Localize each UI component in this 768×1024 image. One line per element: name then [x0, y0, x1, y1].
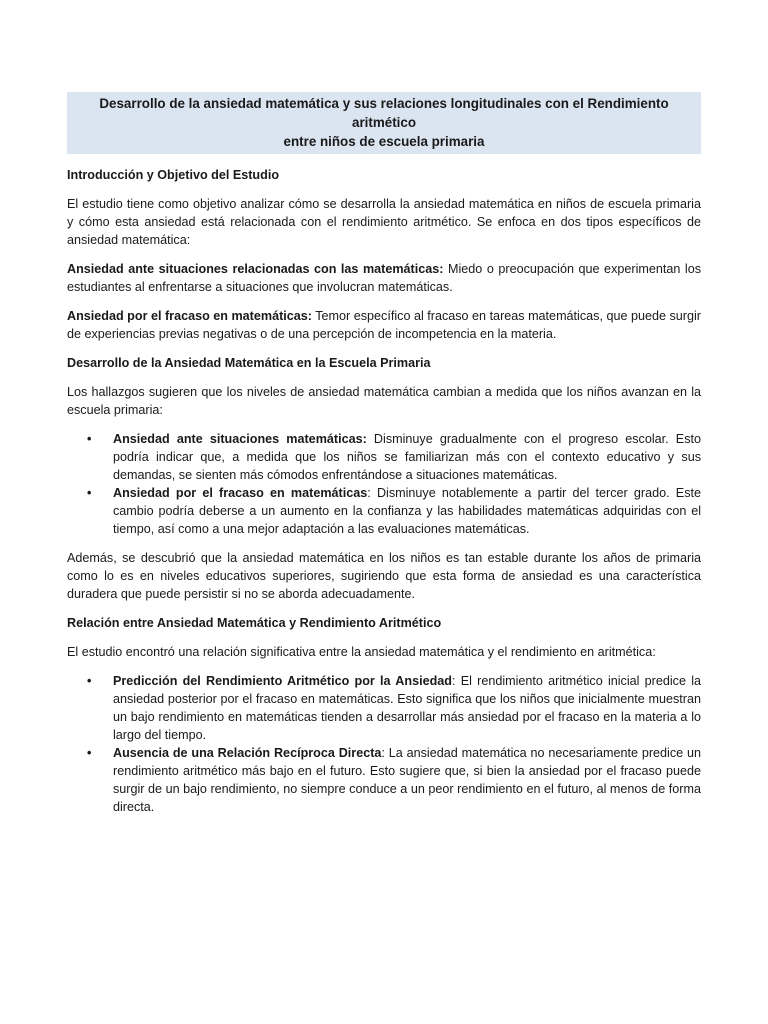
anxiety-type-1 [67, 260, 701, 296]
list-item [67, 672, 701, 744]
list-item-label: Ausencia de una Relación Recíproca Directa [113, 746, 382, 760]
bullet-icon: • [87, 486, 92, 500]
anxiety-type-2-text: Temor específico al fracaso en tareas matemáticas, que puede surgir de experiencias previas negativas o de una percepción de incompetencia en la materia. [67, 309, 701, 341]
list-item [67, 744, 701, 816]
list-item-text: : El rendimiento aritmético inicial predice la ansiedad posterior por el fracaso en matemáticas. Esto significa que los niños que inicialmente muestran un bajo rendimiento en matemáticas tienden a desarrollar más ansiedad por el fracaso en la materia a lo largo del tiempo. [113, 674, 701, 742]
bullet-icon: • [87, 746, 92, 760]
section-heading-development: Desarrollo de la Ansiedad Matemática en la Escuela Primaria [67, 356, 431, 370]
list-item [67, 484, 701, 538]
list-item-text: : Disminuye notablemente a partir del tercer grado. Este cambio podría deberse a un aumento en la confianza y las habilidades matemáticas adquiridas con el tiempo, así como a una mejor adaptación a las evaluaciones matemáticas. [113, 486, 701, 536]
development-closing: Además, se descubrió que la ansiedad matemática en los niños es tan estable durante los años de primaria como lo es en niveles educativos superiores, sugiriendo que esta forma de ansiedad es una característica duradera que puede persistir si no se aborda adecuadamente. [67, 551, 701, 601]
document-title [67, 92, 701, 154]
list-item-text: : La ansiedad matemática no necesariamente predice un rendimiento aritmético más bajo en el futuro. Esto sugiere que, si bien la ansiedad por el fracaso puede surgir de un bajo rendimiento, no siempre conduce a un peor rendimiento en el futuro, al menos de forma directa. [113, 746, 702, 814]
bullet-icon: • [87, 674, 92, 688]
list-item-label: Ansiedad por el fracaso en matemáticas [113, 486, 368, 500]
section-heading-intro: Introducción y Objetivo del Estudio [67, 168, 280, 182]
relation-paragraph: El estudio encontró una relación significativa entre la ansiedad matemática y el rendimiento en aritmética: [67, 645, 656, 659]
anxiety-type-1-text: Miedo o preocupación que experimentan los estudiantes al enfrentarse a situaciones que involucran matemáticas. [67, 262, 701, 294]
document-page [67, 92, 701, 827]
list-item-text: Disminuye gradualmente con el progreso escolar. Esto podría indicar que, a medida que los niños se familiarizan más con el contexto educativo y sus demandas, se sienten más cómodos enfrentándose a situaciones matemáticas. [113, 432, 701, 482]
development-paragraph: Los hallazgos sugieren que los niveles de ansiedad matemática cambian a medida que los niños avanzan en la escuela primaria: [67, 385, 701, 417]
title-line-2: entre niños de escuela primaria [283, 134, 485, 149]
relation-list [67, 672, 701, 816]
title-line-1: Desarrollo de la ansiedad matemática y sus relaciones longitudinales con el Rendimiento aritmético [99, 96, 669, 130]
bullet-icon: • [87, 432, 92, 446]
list-item-label: Ansiedad ante situaciones matemáticas: [113, 432, 367, 446]
intro-paragraph: El estudio tiene como objetivo analizar cómo se desarrolla la ansiedad matemática en niños de escuela primaria y cómo esta ansiedad está relacionada con el rendimiento aritmético. Se enfoca en dos tipos específicos de ansiedad matemática: [67, 197, 701, 247]
development-list [67, 430, 701, 538]
anxiety-type-2-label: Ansiedad por el fracaso en matemáticas: [67, 309, 312, 323]
anxiety-type-1-label: Ansiedad ante situaciones relacionadas con las matemáticas: [67, 262, 444, 276]
section-heading-relation: Relación entre Ansiedad Matemática y Rendimiento Aritmético [67, 616, 442, 630]
list-item-label: Predicción del Rendimiento Aritmético por la Ansiedad [113, 674, 452, 688]
anxiety-type-2 [67, 307, 701, 343]
list-item [67, 430, 701, 484]
